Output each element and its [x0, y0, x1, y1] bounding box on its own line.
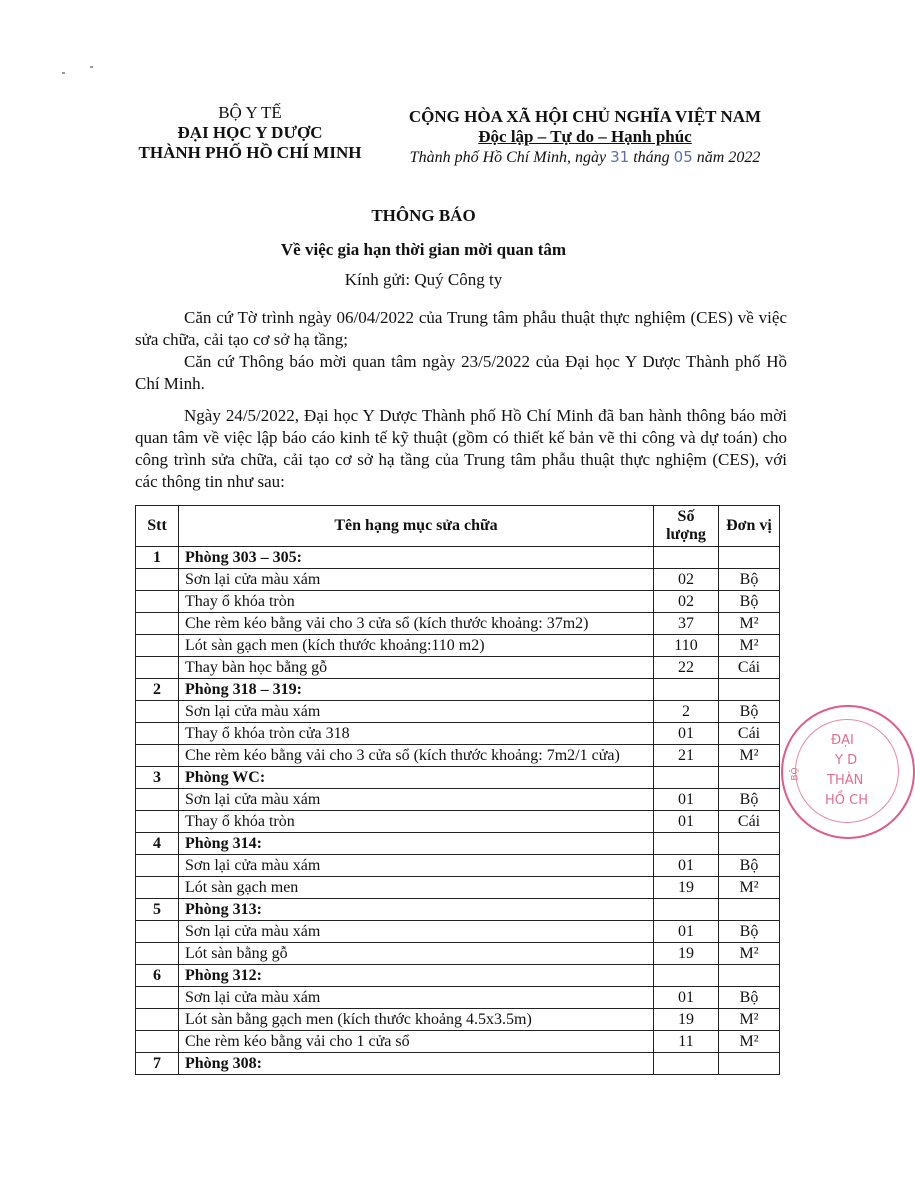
cell-qty: 11: [654, 1031, 719, 1053]
cell-qty: 110: [654, 635, 719, 657]
cell-stt: [136, 987, 179, 1009]
cell-unit: M²: [719, 943, 780, 965]
cell-unit: Bộ: [719, 855, 780, 877]
cell-qty: 02: [654, 591, 719, 613]
university-city: THÀNH PHỐ HỒ CHÍ MINH: [138, 143, 362, 162]
cell-name: Phòng 312:: [179, 965, 654, 987]
paragraph-1: Căn cứ Tờ trình ngày 06/04/2022 của Trung tâm phẫu thuật thực nghiệm (CES) về việc sửa chữa, cải tạo cơ sở hạ tầng;: [135, 308, 787, 349]
cell-qty: 37: [654, 613, 719, 635]
motto: Độc lập – Tự do – Hạnh phúc: [478, 127, 692, 146]
cell-stt: [136, 591, 179, 613]
cell-unit: M²: [719, 877, 780, 899]
table-group-row: [136, 833, 780, 855]
cell-name: Thay ổ khóa tròn cửa 318: [179, 723, 654, 745]
cell-stt: [136, 1031, 179, 1053]
table-group-row: [136, 899, 780, 921]
paragraph-3: Ngày 24/5/2022, Đại học Y Dược Thành phố Hồ Chí Minh đã ban hành thông báo mời quan tâm về việc lập báo cáo kinh tế kỹ thuật (gồm có thiết kế bản vẽ thi công và dự toán) cho công trình sửa chữa, cải tạo cơ sở hạ tầng của Trung tâm phẫu thuật thực nghiệm (CES), với các thông tin như sau:: [135, 406, 787, 491]
table-row: [136, 943, 780, 965]
table-row: [136, 657, 780, 679]
cell-name: Sơn lại cửa màu xám: [179, 987, 654, 1009]
cell-stt: [136, 811, 179, 833]
cell-unit: [719, 767, 780, 789]
cell-name: Phòng 303 – 305:: [179, 547, 654, 569]
cell-qty: 01: [654, 921, 719, 943]
doc-subtitle: Về việc gia hạn thời gian mời quan tâm: [280, 240, 567, 259]
cell-unit: Cái: [719, 811, 780, 833]
cell-name: Phòng 318 – 319:: [179, 679, 654, 701]
cell-name: Sơn lại cửa màu xám: [179, 701, 654, 723]
cell-stt: [136, 657, 179, 679]
cell-stt: [136, 723, 179, 745]
cell-unit: [719, 899, 780, 921]
cell-qty: 01: [654, 811, 719, 833]
cell-unit: M²: [719, 1009, 780, 1031]
cell-unit: Bộ: [719, 701, 780, 723]
cell-name: Che rèm kéo bằng vải cho 3 cửa sổ (kích thước khoảng: 7m2/1 cửa): [179, 745, 654, 767]
cell-unit: [719, 679, 780, 701]
table-row: [136, 635, 780, 657]
table-row: [136, 591, 780, 613]
cell-stt: 1: [136, 547, 179, 569]
stamp-text-5: BỘ: [790, 767, 801, 781]
cell-unit: Bộ: [719, 789, 780, 811]
header-right: [385, 107, 785, 168]
cell-name: Thay ổ khóa tròn: [179, 591, 654, 613]
cell-qty: [654, 679, 719, 701]
doc-title: THÔNG BÁO: [371, 206, 476, 225]
university-name: ĐẠI HỌC Y DƯỢC: [177, 123, 323, 142]
table-group-row: [136, 547, 780, 569]
cell-name: Che rèm kéo bằng vải cho 1 cửa sổ: [179, 1031, 654, 1053]
table-row: [136, 613, 780, 635]
country-name: CỘNG HÒA XÃ HỘI CHỦ NGHĨA VIỆT NAM: [408, 107, 762, 126]
cell-name: Sơn lại cửa màu xám: [179, 921, 654, 943]
cell-name: Lót sàn gạch men: [179, 877, 654, 899]
cell-qty: [654, 767, 719, 789]
cell-stt: 3: [136, 767, 179, 789]
table-header-row: [136, 506, 780, 547]
cell-stt: [136, 1009, 179, 1031]
table-row: [136, 701, 780, 723]
official-stamp: [781, 705, 915, 839]
cell-unit: Bộ: [719, 987, 780, 1009]
table-row: [136, 987, 780, 1009]
cell-qty: 01: [654, 855, 719, 877]
cell-stt: 5: [136, 899, 179, 921]
paragraph-2: Căn cứ Thông báo mời quan tâm ngày 23/5/2022 của Đại học Y Dược Thành phố Hồ Chí Minh.: [135, 352, 787, 393]
cell-unit: Bộ: [719, 569, 780, 591]
cell-stt: [136, 877, 179, 899]
date-prefix: Thành phố Hồ Chí Minh, ngày: [409, 149, 607, 166]
cell-qty: 19: [654, 877, 719, 899]
table-row: [136, 855, 780, 877]
header-qty: Số lượng: [654, 506, 719, 547]
cell-qty: [654, 1053, 719, 1075]
cell-unit: M²: [719, 635, 780, 657]
cell-name: Sơn lại cửa màu xám: [179, 789, 654, 811]
cell-stt: [136, 701, 179, 723]
table-row: [136, 789, 780, 811]
cell-name: Sơn lại cửa màu xám: [179, 855, 654, 877]
recipient: Kính gửi: Quý Công ty: [344, 270, 503, 289]
cell-qty: 21: [654, 745, 719, 767]
stamp-text-4: HỒ CH: [825, 793, 868, 808]
cell-unit: [719, 547, 780, 569]
cell-qty: [654, 833, 719, 855]
cell-unit: M²: [719, 1031, 780, 1053]
cell-unit: [719, 833, 780, 855]
cell-stt: [136, 635, 179, 657]
table-body: [136, 547, 780, 1075]
date-month-label: tháng: [633, 149, 670, 166]
cell-qty: 01: [654, 789, 719, 811]
cell-stt: [136, 613, 179, 635]
cell-unit: [719, 965, 780, 987]
cell-stt: [136, 745, 179, 767]
cell-unit: Cái: [719, 657, 780, 679]
cell-unit: Bộ: [719, 921, 780, 943]
cell-name: Lót sàn bằng gỗ: [179, 943, 654, 965]
date-year: năm 2022: [696, 149, 761, 166]
cell-stt: [136, 943, 179, 965]
cell-stt: [136, 789, 179, 811]
table-group-row: [136, 965, 780, 987]
cell-name: Thay bàn học bằng gỗ: [179, 657, 654, 679]
cell-name: Phòng 308:: [179, 1053, 654, 1075]
table-row: [136, 1031, 780, 1053]
table-row: [136, 745, 780, 767]
cell-qty: [654, 899, 719, 921]
table-row: [136, 921, 780, 943]
cell-name: Phòng WC:: [179, 767, 654, 789]
cell-stt: 2: [136, 679, 179, 701]
cell-unit: M²: [719, 745, 780, 767]
date-month: 05: [673, 148, 693, 166]
cell-qty: 19: [654, 943, 719, 965]
cell-name: Che rèm kéo bằng vải cho 3 cửa sổ (kích thước khoảng: 37m2): [179, 613, 654, 635]
header-unit: Đơn vị: [719, 506, 780, 547]
date-line: [385, 147, 785, 168]
cell-qty: 01: [654, 723, 719, 745]
table-group-row: [136, 1053, 780, 1075]
cell-name: Thay ổ khóa tròn: [179, 811, 654, 833]
cell-qty: 19: [654, 1009, 719, 1031]
table-row: [136, 723, 780, 745]
cell-qty: [654, 965, 719, 987]
cell-stt: 6: [136, 965, 179, 987]
cell-qty: 22: [654, 657, 719, 679]
cell-unit: [719, 1053, 780, 1075]
date-day: 31: [610, 148, 630, 166]
stamp-text-3: THÀN: [827, 773, 864, 788]
table-group-row: [136, 679, 780, 701]
cell-stt: [136, 569, 179, 591]
cell-stt: [136, 855, 179, 877]
cell-unit: Cái: [719, 723, 780, 745]
cell-qty: [654, 547, 719, 569]
cell-qty: 2: [654, 701, 719, 723]
cell-qty: 01: [654, 987, 719, 1009]
header-left: [120, 103, 380, 163]
cell-qty: 02: [654, 569, 719, 591]
ministry-name: BỘ Y TẾ: [218, 103, 282, 122]
stamp-text-2: Y D: [835, 753, 858, 768]
repair-items-table: [135, 505, 780, 1075]
header-name: Tên hạng mục sửa chữa: [179, 506, 654, 547]
cell-name: Phòng 314:: [179, 833, 654, 855]
cell-name: Lót sàn bằng gạch men (kích thước khoảng 4.5x3.5m): [179, 1009, 654, 1031]
cell-stt: [136, 921, 179, 943]
table-row: [136, 877, 780, 899]
table-row: [136, 569, 780, 591]
cell-name: Phòng 313:: [179, 899, 654, 921]
cell-name: Sơn lại cửa màu xám: [179, 569, 654, 591]
header-stt: Stt: [136, 506, 179, 547]
stamp-text-1: ĐẠI: [831, 733, 854, 748]
table-group-row: [136, 767, 780, 789]
cell-name: Lót sàn gạch men (kích thước khoảng:110 m2): [179, 635, 654, 657]
cell-unit: Bộ: [719, 591, 780, 613]
cell-stt: 4: [136, 833, 179, 855]
table-row: [136, 1009, 780, 1031]
cell-stt: 7: [136, 1053, 179, 1075]
cell-unit: M²: [719, 613, 780, 635]
table-row: [136, 811, 780, 833]
